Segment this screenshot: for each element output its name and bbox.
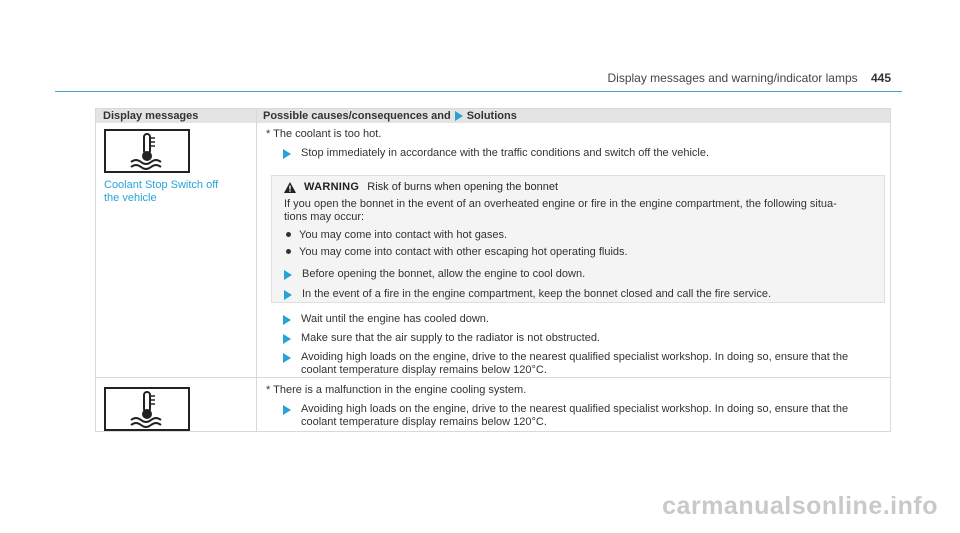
step-text: Wait until the engine has cooled down. xyxy=(301,313,489,325)
column-header-causes-solutions xyxy=(263,109,517,123)
warning-title: Risk of burns when opening the bonnet xyxy=(367,181,559,193)
watermark: carmanualsonline.info xyxy=(662,492,938,520)
section-title: Display messages and warning/indicator lamps xyxy=(607,71,858,85)
step-text: Before opening the bonnet, allow the engine to cool down. xyxy=(302,268,586,280)
warning-text-line-2: tions may occur: xyxy=(284,211,365,223)
step-arrow-icon xyxy=(283,149,291,159)
step-text xyxy=(301,403,848,429)
step-text: Make sure that the air supply to the radiator is not obstructed. xyxy=(301,332,600,344)
solution-step xyxy=(283,313,489,326)
bullet-text: You may come into contact with other escaping hot operating fluids. xyxy=(299,246,628,258)
column-divider xyxy=(256,109,257,431)
solution-arrow-icon xyxy=(455,111,463,121)
step-text-line-2: coolant temperature display remains below 120°C. xyxy=(301,416,547,428)
step-arrow-icon xyxy=(284,270,292,280)
warning-header xyxy=(284,181,558,193)
solution-step xyxy=(283,403,848,429)
column-header-display-messages: Display messages xyxy=(103,110,199,122)
warning-step xyxy=(284,288,771,301)
page-number: 445 xyxy=(870,71,891,85)
solution-step xyxy=(283,147,709,160)
message-line-1: Coolant Stop Switch off xyxy=(104,179,219,191)
warning-label: WARNING xyxy=(304,181,360,193)
bullet-dot xyxy=(286,249,291,254)
column-header-causes-text: Possible causes/consequences and xyxy=(263,110,451,122)
cause-text: * The coolant is too hot. xyxy=(266,128,382,140)
step-arrow-icon xyxy=(284,290,292,300)
step-text xyxy=(301,351,848,377)
step-text-line-2: coolant temperature display remains below 120°C. xyxy=(301,364,547,376)
message-line-2: the vehicle xyxy=(104,192,157,204)
step-arrow-icon xyxy=(283,334,291,344)
warning-box xyxy=(271,175,885,303)
warning-bullet xyxy=(286,246,628,259)
step-arrow-icon xyxy=(283,315,291,325)
display-message-coolant-stop xyxy=(104,179,218,205)
solution-step xyxy=(283,332,600,345)
warning-step xyxy=(284,268,585,281)
coolant-temperature-icon xyxy=(104,387,190,431)
table-header xyxy=(96,109,890,123)
step-arrow-icon xyxy=(283,353,291,363)
step-text-line-1: Avoiding high loads on the engine, drive to the nearest qualified specialist workshop. In doing so, ensure that the xyxy=(301,403,849,415)
step-arrow-icon xyxy=(283,405,291,415)
step-text-line-1: Avoiding high loads on the engine, drive to the nearest qualified specialist workshop. In doing so, ensure that the xyxy=(301,351,849,363)
warning-triangle-icon xyxy=(284,182,296,193)
display-messages-table xyxy=(95,108,891,432)
coolant-temperature-icon xyxy=(104,129,190,173)
solution-step xyxy=(283,351,848,377)
page-header xyxy=(608,71,892,85)
row-divider xyxy=(96,377,890,378)
cause-text: * There is a malfunction in the engine cooling system. xyxy=(266,384,527,396)
bullet-text: You may come into contact with hot gases. xyxy=(299,229,508,241)
column-header-solutions-text: Solutions xyxy=(466,110,517,122)
step-text: Stop immediately in accordance with the traffic conditions and switch off the vehicle. xyxy=(301,147,710,159)
step-text: In the event of a fire in the engine compartment, keep the bonnet closed and call the fire service. xyxy=(302,288,772,300)
warning-bullet xyxy=(286,229,507,242)
warning-text-line-1: If you open the bonnet in the event of an overheated engine or fire in the engine compartment, the following situa- xyxy=(284,198,837,210)
header-rule xyxy=(55,91,902,92)
bullet-dot xyxy=(286,232,291,237)
